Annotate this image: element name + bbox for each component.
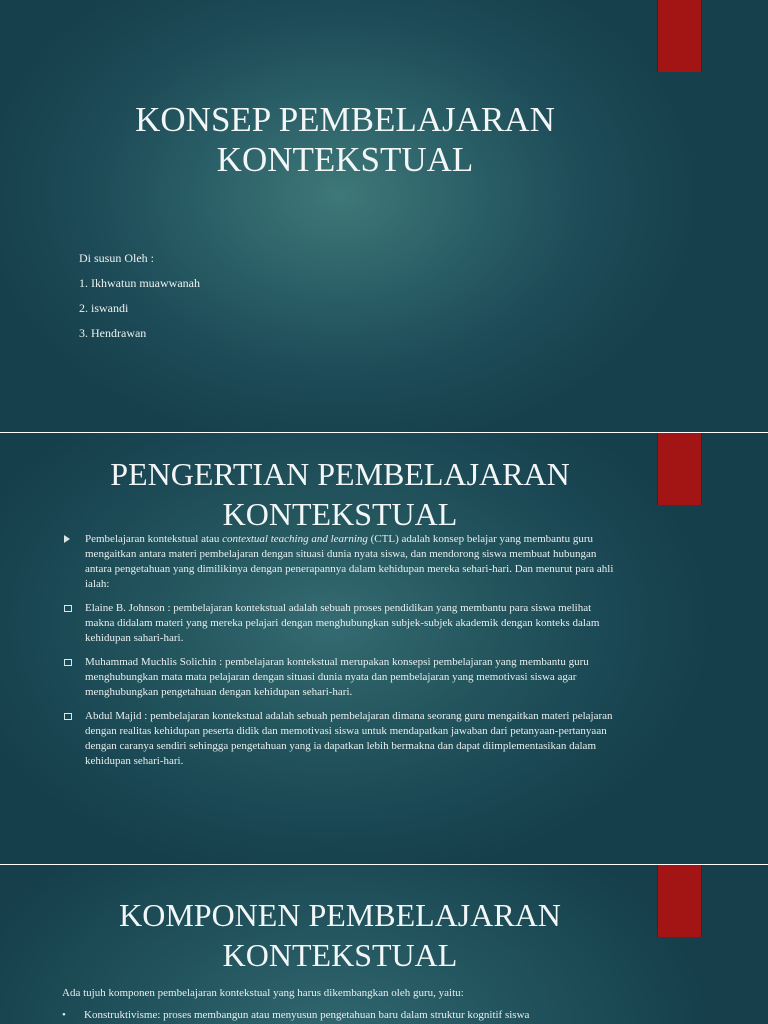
author-item: 1. Ikhwatun muawwanah (79, 276, 200, 290)
accent-tab (657, 0, 702, 72)
square-bullet-icon (64, 713, 72, 720)
slide-definition (0, 433, 768, 864)
bullet-icon: • (62, 1009, 66, 1021)
author-item: 2. iswandi (79, 301, 129, 315)
title-line: KONTEKSTUAL (222, 496, 458, 532)
slide-heading (0, 454, 680, 534)
point-text: Konstruktivisme: proses membangun atau menyusun pengetahuan baru dalam struktur kognitif siswa (84, 1009, 530, 1021)
title-line: PENGERTIAN PEMBELAJARAN (110, 456, 570, 492)
square-bullet-icon (64, 605, 72, 612)
definition-list (60, 532, 620, 778)
title-line: KONTEKSTUAL (222, 937, 458, 973)
intro-post: (CTL) adalah konsep belajar yang membantu guru mengaitkan antara materi pembelajaran dengan situasi dunia nyata siswa, dan mendorong siswa membuat hubungan antara pengetahuan yang dimilikinya dengan penerapannya dalam kehidupan mereka sehari-hari. Dan menurut para ahli ialah: (85, 533, 614, 590)
list-item (60, 532, 620, 592)
list-item (62, 1008, 529, 1023)
title-line: KONSEP PEMBELAJARAN (135, 100, 555, 139)
slide-title (0, 0, 768, 432)
author-item: 3. Hendrawan (79, 326, 147, 340)
author-list (79, 246, 200, 346)
intro-pre: Pembelajaran kontekstual atau (85, 533, 223, 545)
components-intro: Ada tujuh komponen pembelajaran kontekstual yang harus dikembangkan oleh guru, yaitu: (62, 987, 464, 999)
author-heading: Di susun Oleh : (79, 251, 154, 265)
slide-title-heading (5, 100, 685, 180)
point-text: Muhammad Muchlis Solichin : pembelajaran kontekstual merupakan konsepsi pembelajaran yang membantu guru menghubungkan mata mata pelajaran dengan situasi dunia nyata dan pembelajaran yang memotivasi siswa agar menghubungkan pengetahuan dengan kehidupan sehari-hari. (85, 656, 589, 698)
slide-heading (0, 895, 680, 975)
square-bullet-icon (64, 659, 72, 666)
slide-components (0, 865, 768, 1024)
triangle-bullet-icon (64, 535, 70, 543)
list-item (60, 601, 620, 646)
title-line: KOMPONEN PEMBELAJARAN (119, 897, 561, 933)
point-text: Abdul Majid : pembelajaran kontekstual adalah sebuah pembelajaran dimana seorang guru mengaitkan materi pelajaran dengan realitas kehidupan peserta didik dan memotivasi siswa untuk mendapatkan jawaban dari petanyaan-pertanyaan dengan caranya sendiri sehingga pengetahuan yang ia dapatkan lebih bermakna dan dapat diimplementasikan dalam kehidupan sehari-hari. (85, 710, 613, 767)
intro-italic: contextual teaching and learning (222, 533, 368, 545)
list-item (60, 655, 620, 700)
title-line: KONTEKSTUAL (216, 140, 474, 179)
list-item (60, 709, 620, 769)
point-text: Elaine B. Johnson : pembelajaran kontekstual adalah sebuah proses pendidikan yang membantu para siswa melihat makna didalam materi yang mereka pelajari dengan menghubungkan subjek-subjek akademik dengan konteks dalam kehidupan sahari-hari. (85, 602, 600, 644)
